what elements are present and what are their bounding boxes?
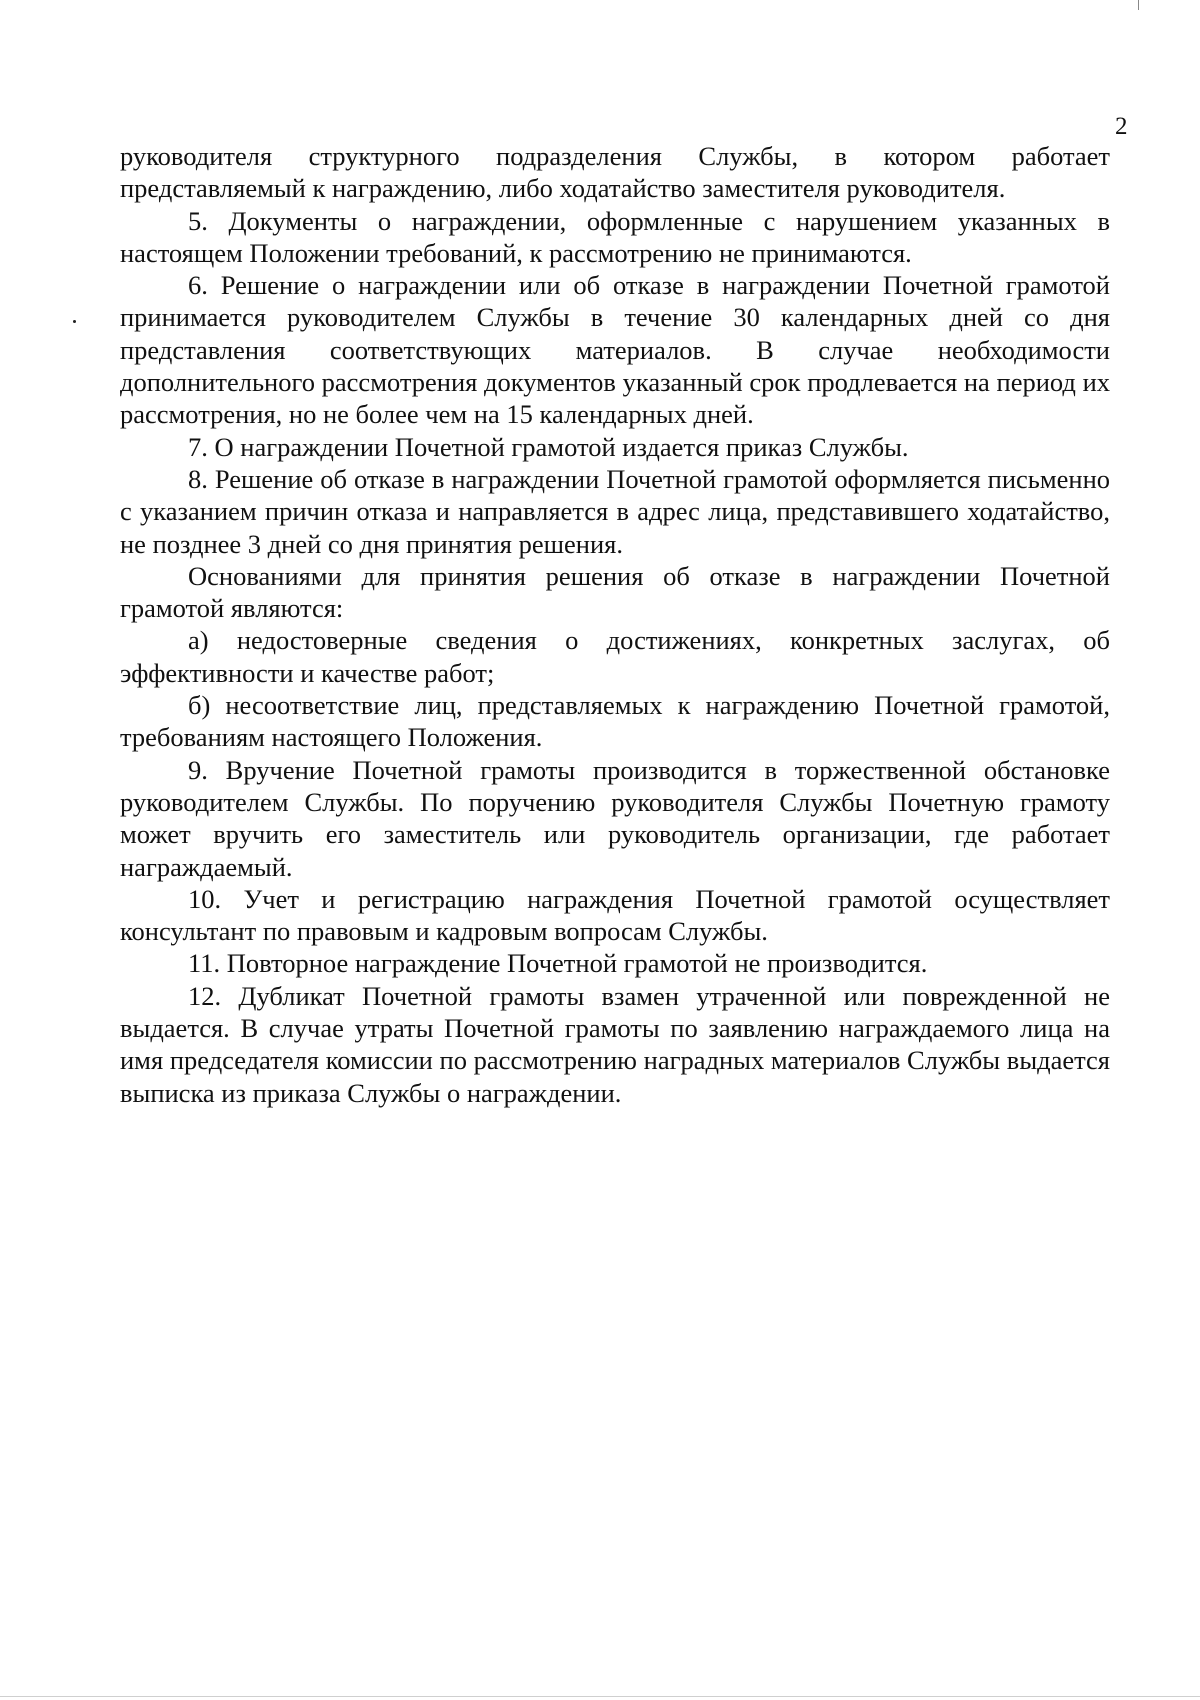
paragraph-item-8: 8. Решение об отказе в награждении Почетной грамотой оформляется письменно с указанием причин отказа и направляется в адрес лица, представившего ходатайство, не позднее 3 дней со дня принятия решения. xyxy=(120,463,1110,559)
paragraph-continuation: руководителя структурного подразделения Службы, в котором работает представляемый к награждению, либо ходатайство заместителя руководителя. xyxy=(120,141,1110,204)
paragraph-ground-b: б) несоответствие лиц, представляемых к награждению Почетной грамотой, требованиям настоящего Положения. xyxy=(120,690,1110,753)
paragraph-item-6: 6. Решение о награждении или об отказе в награждении Почетной грамотой принимается руководителем Службы в течение 30 календарных дней со дня представления соответствующих материалов. В случае необходимости дополнительного рассмотрения документов указанный срок продлевается на период их рассмотрения, но не более чем на 15 календарных дней. xyxy=(120,270,1110,430)
paragraph-item-12: 12. Дубликат Почетной грамоты взамен утраченной или поврежденной не выдается. В случае утраты Почетной грамоты по заявлению награждаемого лица на имя председателя комиссии по рассмотрению наградных материалов Службы выдается выписка из приказа Службы о награждении. xyxy=(120,980,1110,1108)
paragraph-refusal-grounds: Основаниями для принятия решения об отказе в награждении Почетной грамотой являются: xyxy=(120,560,1110,624)
document-body xyxy=(120,140,1110,1109)
scan-artifact-dot xyxy=(73,320,76,323)
page-number: 2 xyxy=(1115,113,1128,140)
paragraph-item-10: 10. Учет и регистрацию награждения Почетной грамотой осуществляет консультант по правовым и кадровым вопросам Службы. xyxy=(120,883,1110,947)
scan-artifact-top xyxy=(1138,0,1139,10)
paragraph-item-5: 5. Документы о награждении, оформленные с нарушением указанных в настоящем Положении требований, к рассмотрению не принимаются. xyxy=(120,205,1110,268)
scan-artifact-bottom-line xyxy=(0,1696,1200,1697)
paragraph-ground-a: а) недостоверные сведения о достижениях, конкретных заслугах, об эффективности и качестве работ; xyxy=(120,625,1110,688)
paragraph-item-11: 11. Повторное награждение Почетной грамотой не производится. xyxy=(188,948,928,979)
paragraph-item-9: 9. Вручение Почетной грамоты производится в торжественной обстановке руководителем Службы. По поручению руководителя Службы Почетную грамоту может вручить его заместитель или руководитель организации, где работает награждаемый. xyxy=(120,754,1110,882)
paragraph-item-7: 7. О награждении Почетной грамотой издается приказ Службы. xyxy=(188,431,909,462)
